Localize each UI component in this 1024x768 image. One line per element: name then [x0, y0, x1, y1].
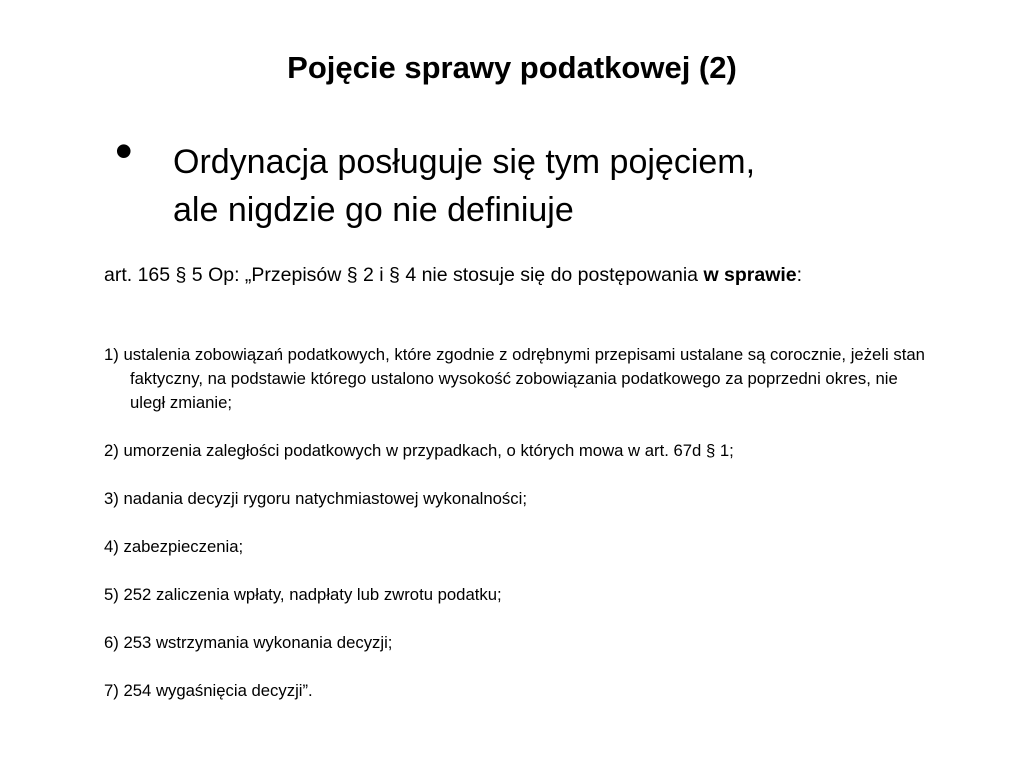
list-item: 7) 254 wygaśnięcia decyzji”.: [104, 681, 313, 700]
list-item: 4) zabezpieczenia;: [104, 537, 244, 556]
provisions-list: [104, 343, 934, 727]
list-item: 6) 253 wstrzymania wykonania decyzji;: [104, 633, 393, 652]
law-citation: [104, 262, 930, 289]
law-citation-bold: w sprawie: [703, 264, 797, 286]
list-item: 5) 252 zaliczenia wpłaty, nadpłaty lub zwrotu podatku;: [104, 585, 502, 604]
bullet-text: [173, 138, 933, 234]
law-citation-prefix: art. 165 § 5 Op: „Przepisów § 2 i § 4 nie stosuje się do postępowania: [104, 264, 704, 286]
bullet-icon: •: [115, 123, 133, 179]
bullet-text-line-1: Ordynacja posługuje się tym pojęciem,: [173, 143, 756, 181]
list-item: 3) nadania decyzji rygoru natychmiastowej wykonalności;: [104, 489, 527, 508]
slide-title: Pojęcie sprawy podatkowej (2): [287, 50, 737, 85]
law-citation-suffix: :: [796, 264, 803, 286]
list-item: 1) ustalenia zobowiązań podatkowych, które zgodnie z odrębnymi przepisami ustalane są corocznie, jeżeli stan faktyczny, na podstawie którego ustalono wysokość zobowiązania podatkowego za poprzedni okres, nie uległ zmianie;: [104, 345, 925, 412]
bullet-text-line-2: ale nigdzie go nie definiuje: [173, 191, 574, 229]
list-item: 2) umorzenia zaległości podatkowych w przypadkach, o których mowa w art. 67d § 1;: [104, 441, 734, 460]
